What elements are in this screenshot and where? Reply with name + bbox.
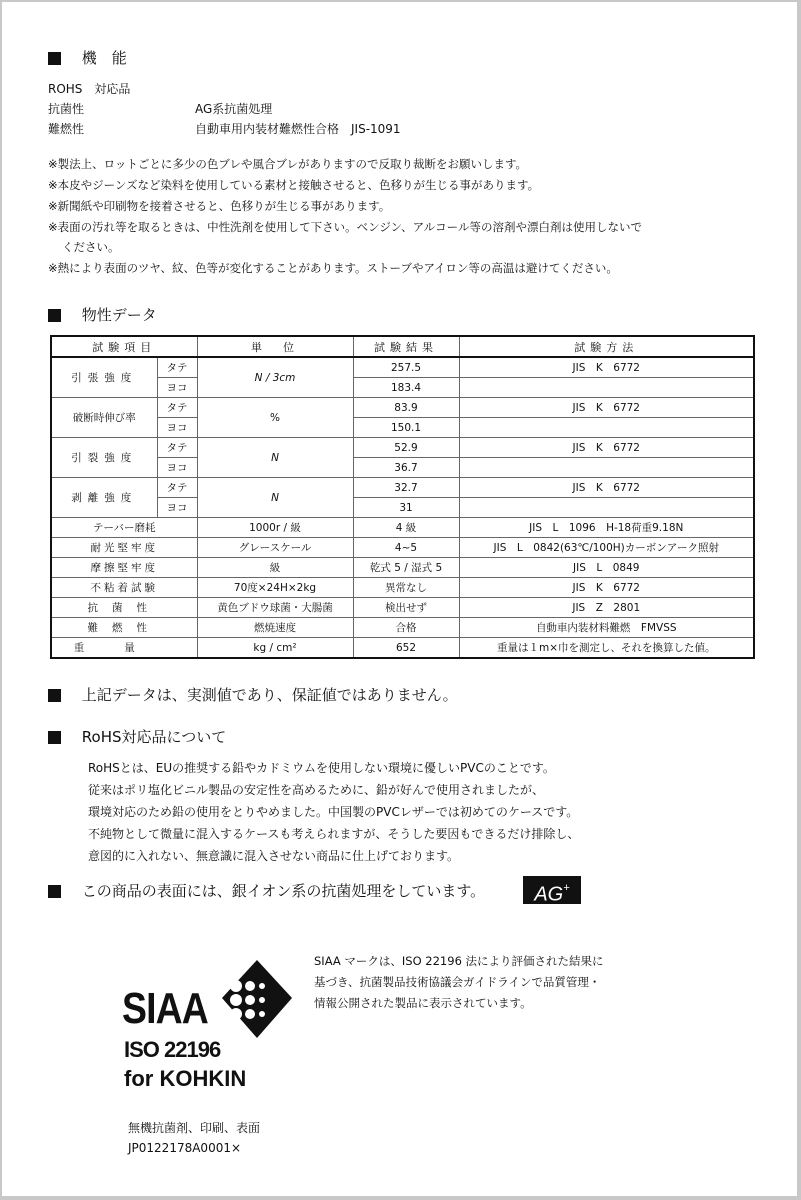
physical-data-table [50,335,755,659]
item-cell: 引張強度 [51,357,157,398]
ag-plus-badge: AG+ [523,876,581,904]
table-row [51,618,754,638]
dir-cell: タテ [157,438,197,458]
result-cell: 52.9 [353,438,459,458]
result-cell: 4~5 [353,538,459,558]
method-cell: 自動車内装材料難燃 FMVSS [459,618,754,638]
item-cell: テーバー磨耗 [51,518,197,538]
table-row [51,558,754,578]
siaa-kohkin-text: for KOHKIN [124,1066,247,1091]
feature-label: 難燃性 [48,122,85,136]
siaa-description: 情報公開された製品に表示されています。 [314,996,532,1010]
method-cell: JIS L 0842(63℃/100H)カーボンアーク照射 [459,538,754,558]
table-row [51,538,754,558]
method-cell: JIS K 6772 [459,357,754,378]
rohs-line: 不純物として微量に混入するケースも考えられますが、そうした要因もできるだけ排除し、 [88,827,580,841]
rohs-line: 意図的に入れない、無意識に混入させない商品に仕上げております。 [88,849,460,863]
item-cell: 不粘着試験 [51,578,197,598]
result-cell: 150.1 [353,418,459,438]
feature-label: 抗菌性 [48,102,85,116]
result-cell: 36.7 [353,458,459,478]
result-cell: 32.7 [353,478,459,498]
unit-cell: % [197,398,353,438]
dir-cell: タテ [157,478,197,498]
rohs-line: 従来はポリ塩化ビニル製品の安定性を高めるために、鉛が好んで使用されましたが、 [88,783,545,797]
unit-cell: 1000r / 級 [197,518,353,538]
result-cell: 652 [353,638,459,659]
item-cell: 剥離強度 [51,478,157,518]
siaa-logo-text: SIAA [122,984,208,1033]
siaa-description: 基づき、抗菌製品技術協議会ガイドラインで品質管理・ [314,975,601,989]
rohs-line: RoHSとは、EUの推奨する鉛やカドミウムを使用しない環境に優しいPVCのことです。 [88,761,555,775]
header-item: 試験項目 [51,336,197,357]
bullet-square-icon [48,309,61,322]
bullet-square-icon [48,731,61,744]
table-row [51,578,754,598]
item-cell: 耐光堅牢度 [51,538,197,558]
siaa-description: SIAA マークは、ISO 22196 法により評価された結果に [314,954,604,968]
dir-cell: ヨコ [157,498,197,518]
method-cell [459,418,754,438]
rohs-line: 環境対応のため鉛の使用をとりやめました。中国製のPVCレザーでは初めてのケースです。 [88,805,579,819]
result-cell: 合格 [353,618,459,638]
note: ※表面の汚れ等を取るときは、中性洗剤を使用して下さい。ベンジン、アルコール等の溶剤や漂白剤は使用しないで [48,220,642,234]
method-cell: JIS L 0849 [459,558,754,578]
physical-heading: 物性データ [48,304,157,325]
bullet-square-icon [48,885,61,898]
result-cell: 257.5 [353,357,459,378]
header-result: 試験結果 [353,336,459,357]
unit-cell: 黄色ブドウ球菌・大腸菌 [197,598,353,618]
rohs-heading: RoHS対応品について [48,726,226,747]
bullet-square-icon [48,52,61,65]
method-cell: JIS K 6772 [459,398,754,418]
item-cell: 抗菌性 [51,598,197,618]
result-cell: 31 [353,498,459,518]
item-cell: 破断時伸び率 [51,398,157,438]
table-row [51,498,754,518]
note: ※製法上、ロットごとに多少の色ブレや風合ブレがありますので反取り裁断をお願いします。 [48,157,528,171]
unit-cell: kg / cm² [197,638,353,659]
method-cell [459,378,754,398]
feature-value: 自動車用内装材難燃性合格 JIS-1091 [195,122,401,136]
table-row [51,478,754,498]
table-row [51,438,754,458]
method-cell [459,458,754,478]
silver-ion-statement: この商品の表面には、銀イオン系の抗菌処理をしています。 [48,880,485,901]
item-cell: 摩擦堅牢度 [51,558,197,578]
siaa-registration: JP0122178A0001× [128,1141,242,1155]
table-row [51,598,754,618]
unit-cell: 燃焼速度 [197,618,353,638]
header-unit: 単 位 [197,336,353,357]
siaa-caption: 無機抗菌剤、印刷、表面 [128,1121,261,1135]
siaa-iso-text: ISO 22196 [124,1037,221,1062]
header-method: 試験方法 [459,336,754,357]
table-row [51,458,754,478]
method-cell: 重量は１m×巾を測定し、それを換算した値。 [459,638,754,659]
unit-cell: 級 [197,558,353,578]
method-cell: JIS K 6772 [459,478,754,498]
table-row [51,638,754,659]
features-heading: 機 能 [48,47,127,68]
table-row [51,378,754,398]
dir-cell: タテ [157,398,197,418]
note: ※新聞紙や印刷物を接着させると、色移りが生じる事があります。 [48,199,391,213]
bullet-square-icon [48,689,61,702]
dir-cell: ヨコ [157,458,197,478]
table-row [51,418,754,438]
disclaimer: 上記データは、実測値であり、保証値ではありません。 [48,684,458,705]
method-cell: JIS L 1096 H-18荷重9.18N [459,518,754,538]
rohs-label: ROHS 対応品 [48,82,131,96]
feature-value: AG系抗菌処理 [195,102,273,116]
item-cell: 引裂強度 [51,438,157,478]
method-cell: JIS K 6772 [459,438,754,458]
method-cell: JIS K 6772 [459,578,754,598]
item-cell: 難燃性 [51,618,197,638]
dir-cell: ヨコ [157,378,197,398]
method-cell: JIS Z 2801 [459,598,754,618]
dir-cell: タテ [157,357,197,378]
unit-cell: N [197,478,353,518]
unit-cell: グレースケール [197,538,353,558]
table-row [51,518,754,538]
note: ※熱により表面のツヤ、紋、色等が変化することがあります。ストーブやアイロン等の高温は避けてください。 [48,261,618,275]
table-row [51,398,754,418]
result-cell: 83.9 [353,398,459,418]
method-cell [459,498,754,518]
note: ※本皮やジーンズなど染料を使用している素材と接触させると、色移りが生じる事があります。 [48,178,540,192]
result-cell: 異常なし [353,578,459,598]
result-cell: 183.4 [353,378,459,398]
result-cell: 乾式 5 / 湿式 5 [353,558,459,578]
unit-cell: N [197,438,353,478]
unit-cell: N / 3cm [197,357,353,398]
siaa-diamond-icon [212,960,292,1040]
item-cell: 重量 [51,638,197,659]
unit-cell: 70度×24H×2kg [197,578,353,598]
table-header-row [51,336,754,357]
result-cell: 4 級 [353,518,459,538]
dir-cell: ヨコ [157,418,197,438]
note: ください。 [62,240,120,254]
document-page [2,2,797,1196]
result-cell: 検出せず [353,598,459,618]
table-row [51,357,754,378]
